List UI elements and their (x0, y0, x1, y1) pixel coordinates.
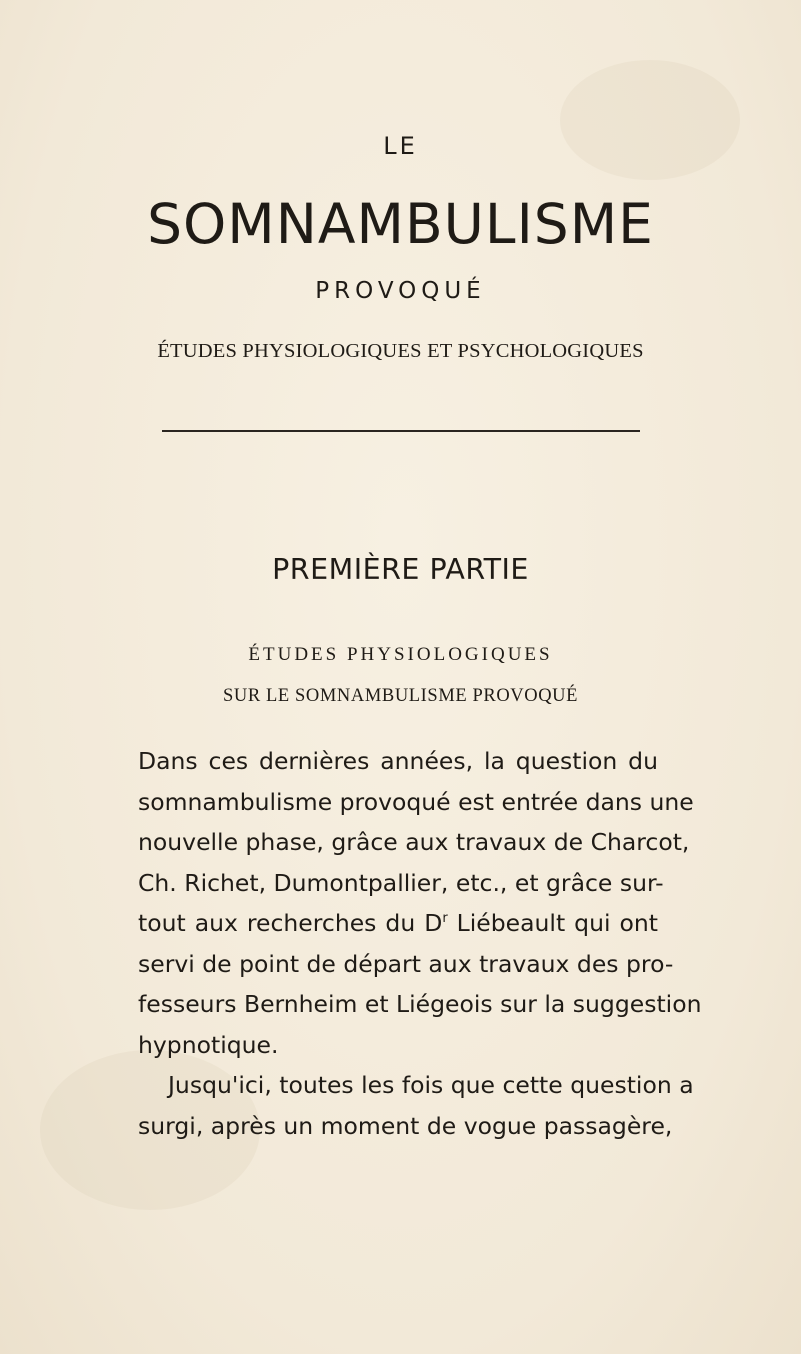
body-line: Ch. Richet, Dumontpallier, etc., et grâce sur- (138, 868, 664, 897)
body-line: fesseurs Bernheim et Liégeois sur la suggestion (138, 990, 702, 1018)
horizontal-rule (162, 430, 640, 432)
body-line: somnambulisme provoqué est entrée dans une (138, 787, 694, 816)
body-line-text: Liébeault qui ont (447, 909, 658, 937)
body-line: nouvelle phase, grâce aux travaux de Charcot, (138, 828, 690, 856)
body-line (138, 903, 658, 944)
section-heading-line-2: SUR LE SOMNAMBULISME PROVOQUÉ (222, 686, 579, 706)
superscript: r (442, 911, 448, 927)
book-subtitle: ÉTUDES PHYSIOLOGIQUES ET PSYCHOLOGIQUES (157, 340, 644, 362)
body-paragraphs (138, 741, 702, 1146)
body-line: Jusqu'ici, toutes les fois que cette question a (168, 1071, 694, 1099)
section-heading-line-1: ÉTUDES PHYSIOLOGIQUES (248, 644, 553, 665)
title-article: LE (383, 132, 418, 160)
body-line: hypnotique. (138, 1030, 279, 1059)
body-line-text: tout aux recherches du D (138, 909, 443, 937)
part-title: PREMIÈRE PARTIE (272, 553, 529, 586)
book-title: SOMNAMBULISME (147, 192, 654, 256)
body-line: Dans ces dernières années, la question du (138, 747, 658, 775)
body-line: surgi, après un moment de vogue passagère, (138, 1111, 673, 1140)
book-title-qualifier: PROVOQUÉ (315, 278, 486, 304)
body-line: servi de point de départ aux travaux des pro- (138, 949, 674, 978)
paper-stain (560, 60, 740, 180)
